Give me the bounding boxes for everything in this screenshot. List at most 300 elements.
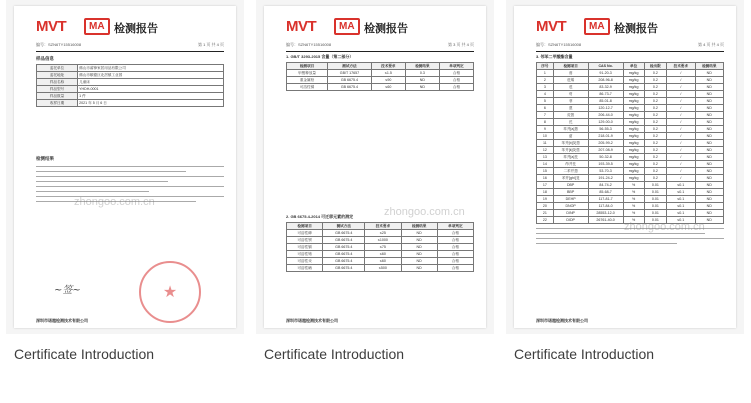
table-cell: 206-44-0 (588, 112, 623, 119)
column-header: 技术要求 (371, 63, 405, 70)
table-cell: ≤1.5 (371, 70, 405, 77)
table-cell: ND (695, 196, 723, 203)
table-cell: ≤1000 (365, 237, 401, 244)
table-cell: 8 (537, 119, 554, 126)
table-cell: 18 (537, 189, 554, 196)
table-cell: 1 件 (78, 93, 224, 100)
table-cell: / (667, 91, 695, 98)
column-header: 单位 (623, 63, 644, 70)
table-row (537, 161, 724, 168)
table-cell: 0.2 (644, 105, 667, 112)
table-cell: / (667, 84, 695, 91)
certificate-card-3[interactable] (506, 0, 744, 372)
table-cell: ND (695, 203, 723, 210)
table-cell: mg/kg (623, 84, 644, 91)
table-row (537, 119, 724, 126)
table-cell: / (667, 105, 695, 112)
table-cell: ≤60 (365, 258, 401, 265)
sample-info-section: 样品信息 委托单位 佛山市睿锋家居用品有限公司 委托地址 佛山市顺德区北滘镇工业园 样品名称 儿童床 样品型号 YHDH-0001 样品数量 1 件 收样日期 2021 年 5 月 6 日 (36, 56, 224, 107)
table-cell: / (667, 168, 695, 175)
report-page: MVT MA 检测报告 编号：SZN6TY15516008 第 1 页 共 4 页 样品信息 委托单位 佛山市睿锋家居用品有限公司 委托地址 佛山市顺德区北滘镇工业园 样品名称 儿童床 样品型号 YHDH-0001 样品数量 1 件 收样日期 2021 年 5 月 6 日 检测结果 zhongoo.com.cn ~签~ ★ 深圳市诺越检测技术有限公司 (14, 6, 236, 328)
results-table (286, 62, 474, 91)
table-cell: 0.3 (405, 70, 439, 77)
table-cell: GB 6675.4 (323, 244, 365, 251)
table-cell: GB 6675.4 (328, 77, 372, 84)
table-row (537, 112, 724, 119)
table-cell: 13 (537, 154, 554, 161)
table-cell: ≤90 (371, 77, 405, 84)
table-cell: / (667, 112, 695, 119)
table-cell: ND (695, 119, 723, 126)
table-cell: / (667, 119, 695, 126)
column-header: 检测结果 (405, 63, 439, 70)
table-cell: 苊烯 (553, 77, 588, 84)
table-cell: ND (695, 140, 723, 147)
table-cell: 85-68-7 (588, 189, 623, 196)
table-cell: 1 (537, 70, 554, 77)
table-cell: 苊 (553, 84, 588, 91)
table-cell: mg/kg (623, 161, 644, 168)
table-cell: 20 (537, 203, 554, 210)
results-table (536, 62, 724, 224)
table-cell: 7 (537, 112, 554, 119)
table-cell: mg/kg (623, 168, 644, 175)
table-cell: mg/kg (623, 105, 644, 112)
table-cell: ND (695, 154, 723, 161)
table-row (37, 93, 224, 100)
table-cell: 样品名称 (37, 79, 78, 86)
table-cell: 205-99-2 (588, 140, 623, 147)
table-cell: / (667, 154, 695, 161)
table-row (287, 230, 474, 237)
table-cell: 合格 (439, 84, 473, 91)
table-cell: 117-84-0 (588, 203, 623, 210)
table-cell: % (623, 196, 644, 203)
table-cell: 0.01 (644, 196, 667, 203)
report-meta: 编号：SZN6TY15516008 第 1 页 共 4 页 (36, 42, 224, 47)
table-cell: 苯并[k]荧蒽 (553, 147, 588, 154)
footer-org: 深圳市诺越检测技术有限公司 (286, 318, 338, 323)
table-cell: GB 6675.4 (323, 251, 365, 258)
table-cell: 2 (537, 77, 554, 84)
table-cell: ND (405, 77, 439, 84)
column-header: 检测结果 (401, 223, 437, 230)
table-cell: 收样日期 (37, 100, 78, 107)
table-cell: 可溶性砷 (287, 230, 323, 237)
table-cell: 9 (537, 126, 554, 133)
table-cell: 0.2 (644, 91, 667, 98)
table-cell: 6 (537, 105, 554, 112)
table-cell: 0.2 (644, 168, 667, 175)
table-cell: 50-32-8 (588, 154, 623, 161)
table-cell: mg/kg (623, 126, 644, 133)
table-header-row (287, 63, 474, 70)
table-cell: 合格 (439, 77, 473, 84)
divider (286, 51, 474, 52)
sample-info-table (36, 64, 224, 107)
table-cell: ND (695, 126, 723, 133)
table-cell: 样品数量 (37, 93, 78, 100)
table-cell: 83-32-9 (588, 84, 623, 91)
table-row (287, 84, 474, 91)
table-row (537, 189, 724, 196)
table-row (537, 168, 724, 175)
table-row (537, 133, 724, 140)
watermark: zhongoo.com.cn (384, 206, 465, 218)
column-header: 单项判定 (437, 223, 473, 230)
table-cell: 84-74-2 (588, 182, 623, 189)
report-page: MVT MA 检测报告 编号：SZN6TY15516008 第 4 页 共 4 页 3. 邻苯二甲酸酯含量 序号 检测项目 CAS No. 单位 检出限 技术要求 检测结果 1 萘 91-20-3 mg/kg 0.2 / ND 2 苊烯 208-96-8 mg/kg 0.2 / ND 3 苊 83-32-9 mg/kg 0.2 / ND 4 芴 86-73-7 mg/kg 0.2 / ND 5 菲 85-01-8 mg/kg 0.2 / ND 6 蒽 120-12-7 mg/kg 0.2 / ND 7 荧蒽 206-44-0 mg/kg 0.2 / ND 8 芘 129-00-0 mg/kg 0.2 / ND 9 苯并[a]蒽 56-55-3 mg/kg 0.2 / ND 10 䓛 218-01-9 mg/kg 0.2 / ND 11 苯并[b]荧蒽 205-99-2 mg/kg 0.2 / ND 12 苯并[k]荧蒽 207-08-9 mg/kg 0.2 / ND 13 苯并[a]芘 50-32-8 mg/kg 0.2 / ND 14 茚并芘 193-39-5 mg/kg 0.2 / ND 15 二苯并蒽 53-70-3 mg/kg 0.2 / ND 16 苯并[ghi]苝 191-24-2 mg/kg 0.2 / ND 17 DBP 84-74-2 % 0.01 ≤0.1 ND 18 BBP 85-68-7 % 0.01 ≤0.1 ND 19 DEHP 117-81-7 % 0.01 ≤0.1 ND 20 DNOP 117-84-0 % 0.01 ≤0.1 ND 21 DINP 28553-12-0 % 0.01 ≤0.1 ND 22 DIDP 26761-40-0 % 0.01 ≤0.1 ND zhongoo.com.cn 深圳市诺越检测技术有限公司 (514, 6, 736, 328)
table-row (287, 77, 474, 84)
divider (36, 51, 224, 52)
table-cell: 19 (537, 196, 554, 203)
table-cell: DINP (553, 210, 588, 217)
table-cell: % (623, 217, 644, 224)
table-cell: DBP (553, 182, 588, 189)
table-cell: ND (695, 182, 723, 189)
card-caption[interactable]: Certificate Introduction (514, 346, 655, 362)
table-cell: ND (405, 84, 439, 91)
table-cell: ND (695, 70, 723, 77)
table-cell: 0.2 (644, 147, 667, 154)
table-cell: 0.01 (644, 210, 667, 217)
table-cell: ND (401, 230, 437, 237)
table-cell: ≤0.1 (667, 182, 695, 189)
table-cell: ≤0.1 (667, 210, 695, 217)
table-cell: 91-20-3 (588, 70, 623, 77)
table-row (537, 196, 724, 203)
table-cell: ≤500 (365, 265, 401, 272)
table-row (537, 84, 724, 91)
table-cell: / (667, 70, 695, 77)
table-row (537, 175, 724, 182)
table-cell: 193-39-5 (588, 161, 623, 168)
table-cell: 129-00-0 (588, 119, 623, 126)
column-header: CAS No. (588, 63, 623, 70)
table-cell: 合格 (437, 244, 473, 251)
table-cell: ND (401, 251, 437, 258)
table-cell: ≤25 (365, 230, 401, 237)
table-cell: 荧蒽 (553, 112, 588, 119)
table-cell: ND (695, 112, 723, 119)
table-cell: 合格 (437, 265, 473, 272)
table-row (287, 70, 474, 77)
table-cell: 16 (537, 175, 554, 182)
table-cell: ND (695, 77, 723, 84)
table-row (537, 210, 724, 217)
table-row (537, 203, 724, 210)
card-caption[interactable]: Certificate Introduction (264, 346, 405, 362)
table-row (37, 65, 224, 72)
table-cell: 苯并[a]芘 (553, 154, 588, 161)
table-cell: DIDP (553, 217, 588, 224)
table-cell: 可溶性硒 (287, 265, 323, 272)
table-cell: 0.2 (644, 70, 667, 77)
table-cell: 合格 (437, 230, 473, 237)
table-row (37, 79, 224, 86)
table-cell: 208-96-8 (588, 77, 623, 84)
table-cell: % (623, 210, 644, 217)
table-cell: 3 (537, 84, 554, 91)
table-cell: 甲醛释放量 (287, 70, 328, 77)
table-row (537, 98, 724, 105)
table-cell: 21 (537, 210, 554, 217)
table-row (537, 140, 724, 147)
table-cell: 117-81-7 (588, 196, 623, 203)
table-cell: / (667, 77, 695, 84)
table-row (287, 265, 474, 272)
certificate-card-1[interactable] (6, 0, 244, 372)
table-cell: 5 (537, 98, 554, 105)
table-cell: ND (695, 161, 723, 168)
table-cell: / (667, 140, 695, 147)
table-cell: 可溶性锑 (287, 84, 328, 91)
column-header: 单项判定 (439, 63, 473, 70)
table-row (37, 100, 224, 107)
column-header: 检测项目 (287, 63, 328, 70)
table-cell: % (623, 182, 644, 189)
table-cell: 芴 (553, 91, 588, 98)
table-cell: GB/T 17657 (328, 70, 372, 77)
table-cell: 0.2 (644, 154, 667, 161)
table-cell: mg/kg (623, 175, 644, 182)
certificate-image-1[interactable] (6, 0, 244, 334)
report-title: 检测报告 (114, 23, 158, 35)
table-cell: 儿童床 (78, 79, 224, 86)
table-cell: 苯并[a]蒽 (553, 126, 588, 133)
table-cell: BBP (553, 189, 588, 196)
table-cell: 0.2 (644, 77, 667, 84)
table-cell: 191-24-2 (588, 175, 623, 182)
card-caption[interactable]: Certificate Introduction (14, 346, 155, 362)
table-cell: 56-55-3 (588, 126, 623, 133)
watermark: zhongoo.com.cn (74, 196, 155, 208)
table-cell: 207-08-9 (588, 147, 623, 154)
table-cell: 14 (537, 161, 554, 168)
table-cell: mg/kg (623, 98, 644, 105)
table-row (537, 154, 724, 161)
table-cell: 佛山市顺德区北滘镇工业园 (78, 72, 224, 79)
column-header: 测试方法 (328, 63, 372, 70)
table-row (537, 147, 724, 154)
table-cell: GB 6675.4 (328, 84, 372, 91)
table-cell: mg/kg (623, 119, 644, 126)
report-meta: 编号：SZN6TY15516008 第 3 页 共 4 页 (286, 42, 474, 47)
table-row (37, 86, 224, 93)
table-cell: ND (695, 147, 723, 154)
column-header: 序号 (537, 63, 554, 70)
table-row (37, 72, 224, 79)
table-cell: ND (695, 168, 723, 175)
table-cell: 重金属铅 (287, 77, 328, 84)
table-cell: / (667, 175, 695, 182)
table-cell: mg/kg (623, 77, 644, 84)
table-cell: ND (695, 217, 723, 224)
footer-org: 深圳市诺越检测技术有限公司 (536, 318, 588, 323)
certificate-image-2[interactable] (256, 0, 494, 334)
table-cell: 0.2 (644, 84, 667, 91)
table-cell: 120-12-7 (588, 105, 623, 112)
table-cell: ND (695, 175, 723, 182)
table-cell: DEHP (553, 196, 588, 203)
table-row (287, 244, 474, 251)
table-cell: 0.01 (644, 217, 667, 224)
table-cell: 样品型号 (37, 86, 78, 93)
table-cell: 可溶性镉 (287, 244, 323, 251)
table-cell: mg/kg (623, 140, 644, 147)
table-cell: 11 (537, 140, 554, 147)
table-cell: ND (695, 105, 723, 112)
table-cell: 佛山市睿锋家居用品有限公司 (78, 65, 224, 72)
table-cell: GB 6675.4 (323, 265, 365, 272)
table-cell: mg/kg (623, 133, 644, 140)
table-cell: / (667, 126, 695, 133)
column-header: 检出限 (644, 63, 667, 70)
table-cell: ND (695, 84, 723, 91)
table-cell: GB 6675.4 (323, 230, 365, 237)
table-cell: 合格 (437, 251, 473, 258)
table-row (537, 77, 724, 84)
table-cell: ND (401, 265, 437, 272)
report-title: 检测报告 (614, 23, 658, 35)
test-result-section: 检测结果 (36, 156, 224, 206)
table-cell: / (667, 147, 695, 154)
table-cell: DNOP (553, 203, 588, 210)
table-cell: 0.2 (644, 112, 667, 119)
column-header: 检测项目 (287, 223, 323, 230)
column-header: 测试方法 (323, 223, 365, 230)
table-cell: 合格 (439, 70, 473, 77)
table-cell: 28553-12-0 (588, 210, 623, 217)
table-cell: 0.2 (644, 126, 667, 133)
table-cell: ND (401, 244, 437, 251)
table-cell: mg/kg (623, 91, 644, 98)
table-cell: ND (695, 133, 723, 140)
table-cell: 芘 (553, 119, 588, 126)
table-cell: 合格 (437, 237, 473, 244)
table-cell: GB 6675.4 (323, 258, 365, 265)
table-cell: 䓛 (553, 133, 588, 140)
test-table-3: 3. 邻苯二甲酸酯含量 序号 检测项目 CAS No. 单位 检出限 技术要求 检测结果 1 萘 91-20-3 mg/kg 0.2 / ND 2 苊烯 208-96-8 mg/kg 0.2 / ND 3 苊 83-32-9 mg/kg 0.2 / ND 4 芴 86-73-7 mg/kg 0.2 / ND 5 菲 85-01-8 mg/kg 0.2 / ND 6 蒽 120-12-7 mg/kg 0.2 / ND 7 荧蒽 206-44-0 mg/kg 0.2 / ND 8 芘 129-00-0 mg/kg 0.2 / ND 9 苯并[a]蒽 56-55-3 mg/kg 0.2 / ND 10 䓛 218-01-9 mg/kg 0.2 / ND 11 苯并[b]荧蒽 205-99-2 mg/kg 0.2 / ND 12 苯并[k]荧蒽 207-08-9 mg/kg 0.2 / ND 13 苯并[a]芘 50-32-8 mg/kg 0.2 / ND 14 茚并芘 193-39-5 mg/kg 0.2 / ND 15 二苯并蒽 53-70-3 mg/kg 0.2 / ND 16 苯并[ghi]苝 191-24-2 mg/kg 0.2 / ND 17 DBP 84-74-2 % 0.01 ≤0.1 ND 18 BBP 85-68-7 % 0.01 ≤0.1 ND 19 DEHP 117-81-7 % 0.01 ≤0.1 ND 20 DNOP 117-84-0 % 0.01 ≤0.1 ND 21 DINP 28553-12-0 % 0.01 ≤0.1 ND 22 DIDP 26761-40-0 % 0.01 ≤0.1 ND (536, 54, 724, 248)
table-row (287, 251, 474, 258)
table-row (537, 182, 724, 189)
column-header: 技术要求 (667, 63, 695, 70)
table-cell: 15 (537, 168, 554, 175)
table-cell: 二苯并蒽 (553, 168, 588, 175)
table-cell: 2021 年 5 月 6 日 (78, 100, 224, 107)
table-cell: 合格 (437, 258, 473, 265)
table-row (537, 126, 724, 133)
table-cell: 86-73-7 (588, 91, 623, 98)
table-cell: 85-01-8 (588, 98, 623, 105)
table-cell: 10 (537, 133, 554, 140)
column-header: 检测结果 (695, 63, 723, 70)
table-cell: 0.2 (644, 133, 667, 140)
table-cell: / (667, 98, 695, 105)
table-cell: YHDH-0001 (78, 86, 224, 93)
table-header-row (537, 63, 724, 70)
table-cell: ND (695, 98, 723, 105)
footer-org: 深圳市诺越检测技术有限公司 (36, 318, 88, 323)
watermark: zhongoo.com.cn (624, 221, 705, 233)
table-cell: 22 (537, 217, 554, 224)
table-row (287, 237, 474, 244)
table-cell: ND (695, 91, 723, 98)
table-cell: ND (695, 189, 723, 196)
table-cell: mg/kg (623, 154, 644, 161)
table-cell: mg/kg (623, 112, 644, 119)
table-cell: 0.2 (644, 119, 667, 126)
official-seal: ★ (139, 261, 201, 323)
table-cell: 可溶性钡 (287, 237, 323, 244)
report-page: MVT MA 检测报告 编号：SZN6TY15516008 第 3 页 共 4 页 1. GB/T 3293-2015 含量（第二部分） 检测项目 测试方法 技术要求 检测结果 单项判定 甲醛释放量 GB/T 17657 ≤1.5 0.3 合格 重金属铅 GB 6675.4 ≤90 ND 合格 可溶性锑 GB 6675.4 ≤60 ND 合格 zhongoo.com.cn 2. GB 6675.4-2014 可迁移元素的测定 检测项目 测试方法 技术要求 检测结果 单项判定 可溶性砷 GB 6675.4 ≤25 ND 合格 可溶性钡 GB 6675.4 ≤1000 ND 合格 可溶性镉 GB 6675.4 ≤75 ND 合格 可溶性铬 GB 6675.4 ≤60 ND 合格 可溶性汞 GB 6675.4 ≤60 ND 合格 可溶性硒 GB 6675.4 ≤500 ND 合格 深圳市诺越检测技术有限公司 (264, 6, 486, 328)
table-cell: ≤0.1 (667, 196, 695, 203)
signature: ~签~ (54, 285, 81, 296)
table-cell: % (623, 189, 644, 196)
table-cell: / (667, 161, 695, 168)
table-cell: GB 6675.4 (323, 237, 365, 244)
table-row (537, 70, 724, 77)
table-cell: 可溶性汞 (287, 258, 323, 265)
table-cell: ND (401, 237, 437, 244)
table-cell: mg/kg (623, 70, 644, 77)
test-table-2: 2. GB 6675.4-2014 可迁移元素的测定 检测项目 测试方法 技术要求 检测结果 单项判定 可溶性砷 GB 6675.4 ≤25 ND 合格 可溶性钡 GB 6675.4 ≤1000 ND 合格 可溶性镉 GB 6675.4 ≤75 ND 合格 可溶性铬 GB 6675.4 ≤60 ND 合格 可溶性汞 GB 6675.4 ≤60 ND 合格 可溶性硒 GB 6675.4 ≤500 ND 合格 (286, 214, 474, 272)
report-title: 检测报告 (364, 23, 408, 35)
table-cell: 0.2 (644, 175, 667, 182)
table-cell: 0.2 (644, 161, 667, 168)
table-cell: 17 (537, 182, 554, 189)
table-cell: 218-01-9 (588, 133, 623, 140)
table-cell: 苯并[ghi]苝 (553, 175, 588, 182)
table-header-row (287, 223, 474, 230)
table-cell: 4 (537, 91, 554, 98)
table-cell: 26761-40-0 (588, 217, 623, 224)
table-cell: 0.01 (644, 203, 667, 210)
table-cell: mg/kg (623, 147, 644, 154)
table-cell: ≤60 (371, 84, 405, 91)
table-cell: 0.2 (644, 98, 667, 105)
column-header: 检测项目 (553, 63, 588, 70)
table-cell: 委托单位 (37, 65, 78, 72)
column-header: 技术要求 (365, 223, 401, 230)
table-row (537, 91, 724, 98)
table-cell: 菲 (553, 98, 588, 105)
table-cell: 委托地址 (37, 72, 78, 79)
table-row (537, 105, 724, 112)
table-cell: 53-70-3 (588, 168, 623, 175)
table-cell: / (667, 133, 695, 140)
table-cell: 苯并[b]荧蒽 (553, 140, 588, 147)
certificate-image-3[interactable] (506, 0, 744, 334)
test-table-1: 1. GB/T 3293-2015 含量（第二部分） 检测项目 测试方法 技术要求 检测结果 单项判定 甲醛释放量 GB/T 17657 ≤1.5 0.3 合格 重金属铅 GB 6675.4 ≤90 ND 合格 可溶性锑 GB 6675.4 ≤60 ND 合格 (286, 54, 474, 91)
divider (536, 51, 724, 52)
certificate-card-2[interactable] (256, 0, 494, 372)
table-cell: ≤60 (365, 251, 401, 258)
table-cell: ND (401, 258, 437, 265)
results-table (286, 222, 474, 272)
table-cell: 12 (537, 147, 554, 154)
table-cell: ≤0.1 (667, 217, 695, 224)
table-cell: 茚并芘 (553, 161, 588, 168)
table-row (287, 258, 474, 265)
table-cell: ≤75 (365, 244, 401, 251)
table-cell: 萘 (553, 70, 588, 77)
table-cell: ≤0.1 (667, 203, 695, 210)
table-cell: ND (695, 210, 723, 217)
table-cell: 可溶性铬 (287, 251, 323, 258)
table-cell: 蒽 (553, 105, 588, 112)
report-meta: 编号：SZN6TY15516008 第 4 页 共 4 页 (536, 42, 724, 47)
